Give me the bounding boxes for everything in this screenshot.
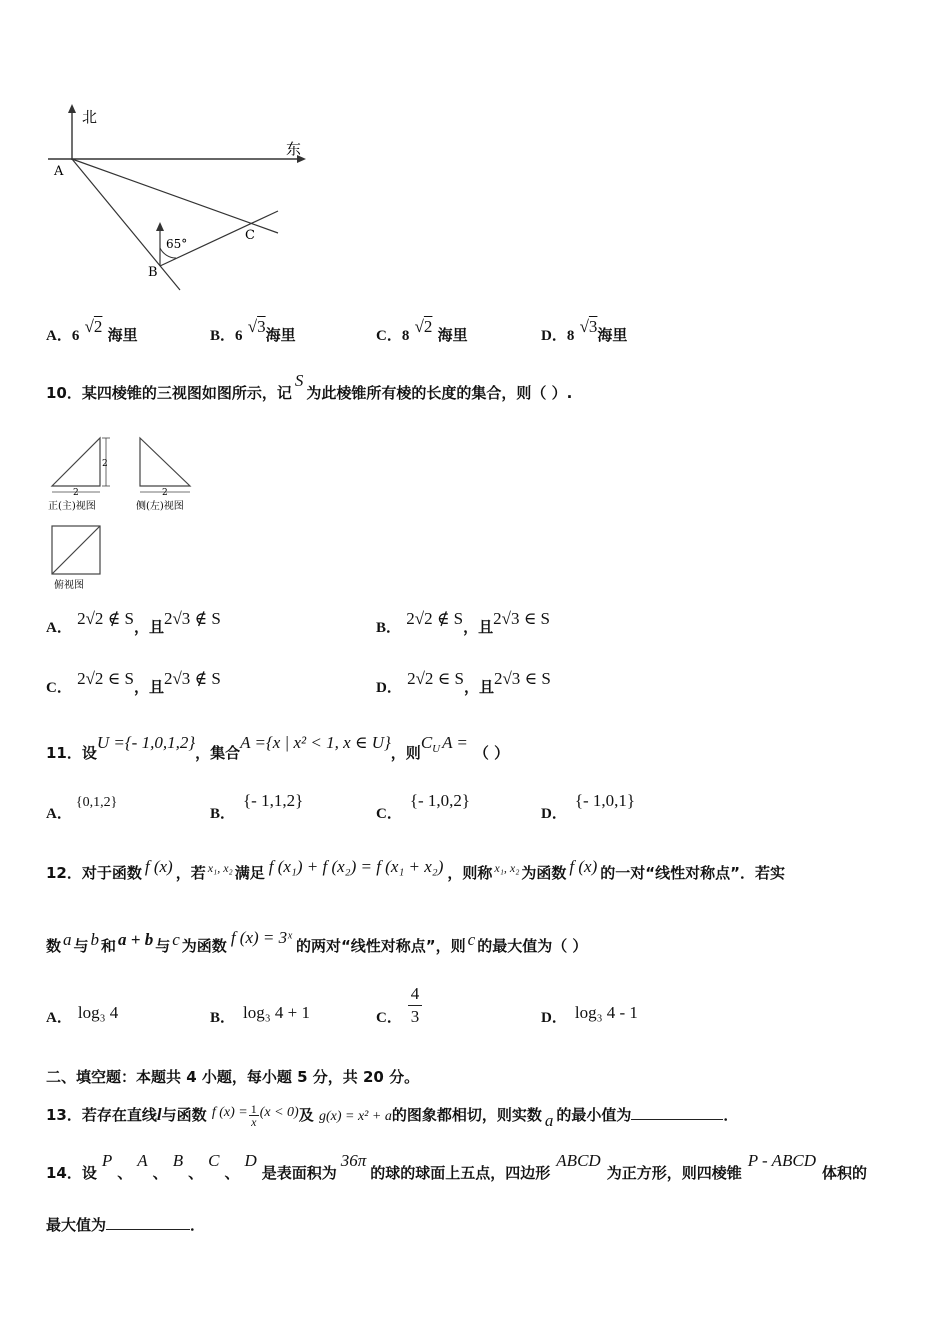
q10-option-c[interactable]: C． 2√2 ∈ S，且2√3 ∉ S	[46, 669, 221, 696]
q13-stem: 13．若存在直线l与函数 f (x) = $\frac{1}{x}$ (x < 0)及 g(x) = x² + a的图象都相切，则实数 a 的最小值为 ．	[46, 1102, 739, 1130]
front-height-dim: 2	[102, 459, 108, 469]
q12-option-b[interactable]: B． log₃ 4 + 1	[210, 1003, 311, 1026]
section-heading: 二、填空题：本题共 4 小题，每小题 5 分，共 20 分。	[46, 1068, 420, 1086]
north-label: 北	[82, 108, 98, 126]
q9-option-c[interactable]: C．8 √2 海里	[376, 317, 468, 344]
q14-answer-blank[interactable]	[106, 1229, 190, 1230]
point-a-label: A	[54, 164, 64, 179]
front-view-label: 正(主)视图	[48, 501, 96, 512]
q9-option-a[interactable]: A．6 √2 海里	[46, 317, 138, 344]
q12-option-c[interactable]: C．	[376, 1010, 402, 1026]
q12-option-a[interactable]: A． log₃ 4	[46, 1003, 119, 1026]
q11-option-a[interactable]: A．{0,1,2}	[46, 795, 118, 822]
q12-option-d[interactable]: D． log₃ 4 - 1	[541, 1003, 638, 1026]
navigation-figure	[40, 100, 320, 300]
east-label: 东	[286, 140, 302, 158]
q11-option-c[interactable]: C．{- 1,0,2}	[376, 791, 471, 822]
q10-stem: 10．某四棱锥的三视图如图所示，记S为此棱锥所有棱的长度的集合，则（ ）.	[46, 371, 573, 402]
q12-stem-line2: 数 a 与 b 和 a + b 与 c 为函数 f (x) = 3ˣ 的两对“线性对称点”，则 c 的最大值为（ ）	[46, 928, 588, 955]
q13-fraction: $\frac{1}{x}$	[250, 1102, 257, 1129]
q9-option-d[interactable]: D．8 √3海里	[541, 317, 628, 344]
side-view-label: 侧(左)视图	[136, 501, 184, 512]
q10-option-b[interactable]: B． 2√2 ∉ S，且2√3 ∈ S	[376, 609, 551, 636]
q14-stem-line1: 14．设P、A、B、C、D是表面积为36π的球的球面上五点，四边形ABCD为正方形，则四棱锥P - ABCD体积的	[46, 1151, 868, 1182]
q10-option-d[interactable]: D． 2√2 ∈ S，且2√3 ∈ S	[376, 669, 551, 696]
front-width-dim: 2	[73, 488, 79, 498]
q11-stem: 11．设U ={- 1,0,1,2}，集合A ={x | x² < 1, x ∈ U}，则$C^U$ A =（ ）	[46, 733, 510, 762]
angle-label: 65°	[166, 237, 188, 251]
q11-option-d[interactable]: D．{- 1,0,1}	[541, 791, 636, 822]
q10-option-a[interactable]: A． 2√2 ∉ S，且2√3 ∉ S	[46, 609, 221, 636]
q9-option-b[interactable]: B．6 √3海里	[210, 317, 296, 344]
point-c-label: C	[245, 228, 255, 243]
q11-option-b[interactable]: B．{- 1,1,2}	[210, 791, 304, 822]
q14-stem-line2: 最大值为 ．	[46, 1216, 206, 1234]
top-view-label: 俯视图	[54, 580, 84, 591]
q12-option-c-fraction: 4 3	[408, 984, 422, 1027]
three-views-figure	[44, 430, 214, 600]
q12-stem-line1: 12．对于函数 f (x) ，若 $^{x_1, x_2}$ 满足 f (x₁) + f (x₂) = f (x₁ + x₂) ，则称 $^{x_1, x_2}$ 为函数 f (x) 的一对“线性对称点”．若实	[46, 857, 785, 882]
side-width-dim: 2	[162, 488, 168, 498]
q13-answer-blank[interactable]	[631, 1119, 723, 1120]
point-b-label: B	[148, 265, 158, 280]
